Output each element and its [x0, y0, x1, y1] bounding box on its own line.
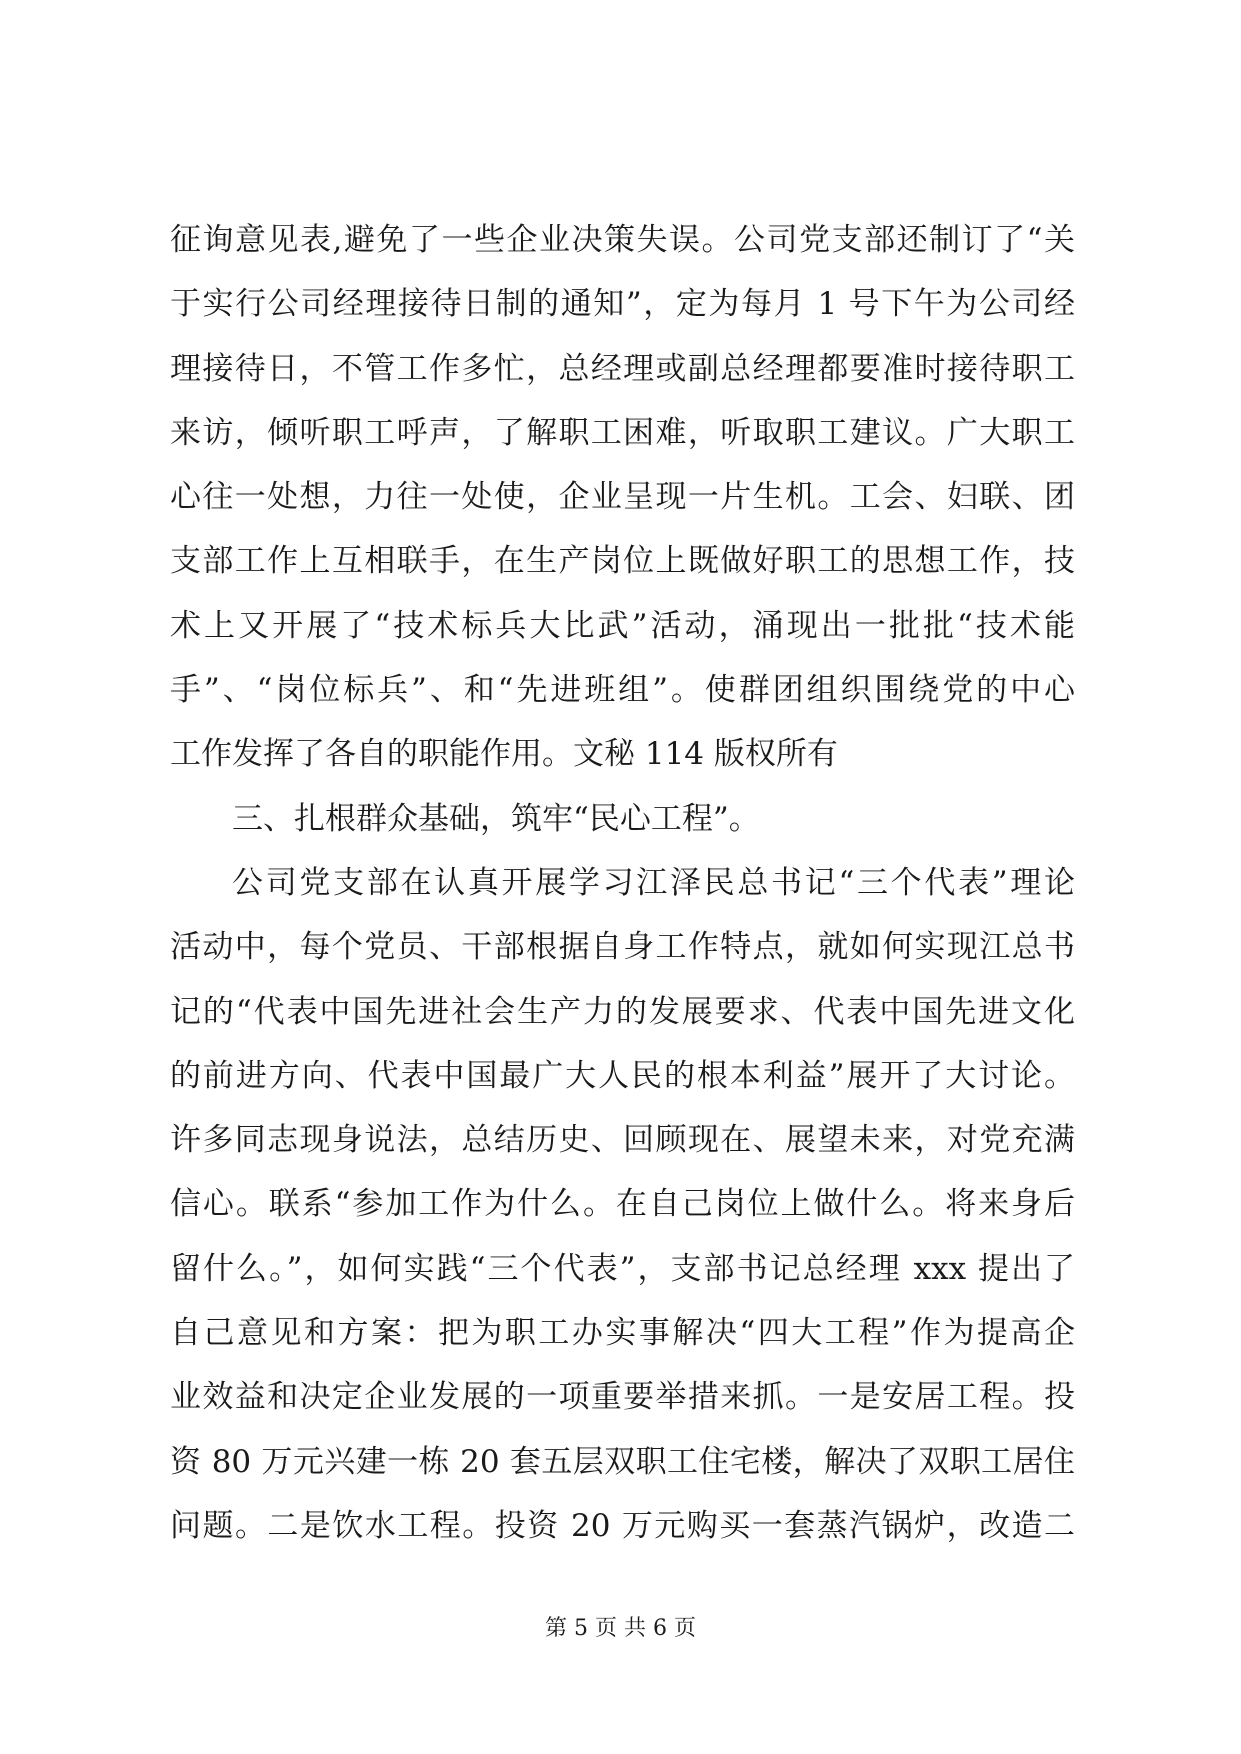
text-line: 工作发挥了各自的职能作用。文秘 114 版权所有 [170, 736, 838, 773]
text-line: 记的“代表中国先进社会生产力的发展要求、代表中国先进文化 [170, 993, 1075, 1030]
text-line: 资 80 万元兴建一栋 20 套五层双职工住宅楼，解决了双职工居住 [170, 1443, 1075, 1480]
text-line: 术上又开展了“技术标兵大比武”活动，涌现出一批批“技术能 [170, 607, 1075, 644]
document-body [170, 208, 1075, 1558]
page-number-footer: 第 5 页 共 6 页 [545, 1616, 696, 1641]
text-line: 活动中，每个党员、干部根据自身工作特点，就如何实现江总书 [170, 929, 1075, 966]
text-line: 业效益和决定企业发展的一项重要举措来抓。一是安居工程。投 [170, 1379, 1075, 1416]
text-line: 信心。联系“参加工作为什么。在自己岗位上做什么。将来身后 [170, 1186, 1075, 1223]
text-line: 留什么。”，如何实践“三个代表”，支部书记总经理 xxx 提出了 [170, 1250, 1075, 1287]
section-heading [170, 787, 1075, 851]
text-line: 手”、“岗位标兵”、和“先进班组”。使群团组织围绕党的中心 [170, 672, 1075, 709]
text-line: 支部工作上互相联手，在生产岗位上既做好职工的思想工作，技 [170, 543, 1075, 580]
text-line: 自己意见和方案：把为职工办实事解决“四大工程”作为提高企 [170, 1315, 1075, 1352]
text-line: 来访，倾听职工呼声，了解职工困难，听取职工建议。广大职工 [170, 414, 1075, 451]
text-line: 问题。二是饮水工程。投资 20 万元购买一套蒸汽锅炉，改造二 [170, 1507, 1075, 1544]
paragraph [170, 851, 1075, 1558]
text-line: 理接待日，不管工作多忙，总经理或副总经理都要准时接待职工 [170, 350, 1075, 387]
text-line: 的前进方向、代表中国最广大人民的根本利益”展开了大讨论。 [170, 1057, 1075, 1094]
text-line: 三、扎根群众基础，筑牢“民心工程”。 [232, 800, 760, 837]
text-line: 许多同志现身说法，总结历史、回顾现在、展望未来，对党充满 [170, 1122, 1075, 1159]
text-line: 公司党支部在认真开展学习江泽民总书记“三个代表”理论 [232, 864, 1075, 901]
paragraph [170, 208, 1075, 787]
text-line: 于实行公司经理接待日制的通知”，定为每月 1 号下午为公司经 [170, 286, 1075, 323]
text-line: 心往一处想，力往一处使，企业呈现一片生机。工会、妇联、团 [170, 479, 1075, 516]
text-line: 征询意见表,避免了一些企业决策失误。公司党支部还制订了“关 [170, 222, 1075, 258]
